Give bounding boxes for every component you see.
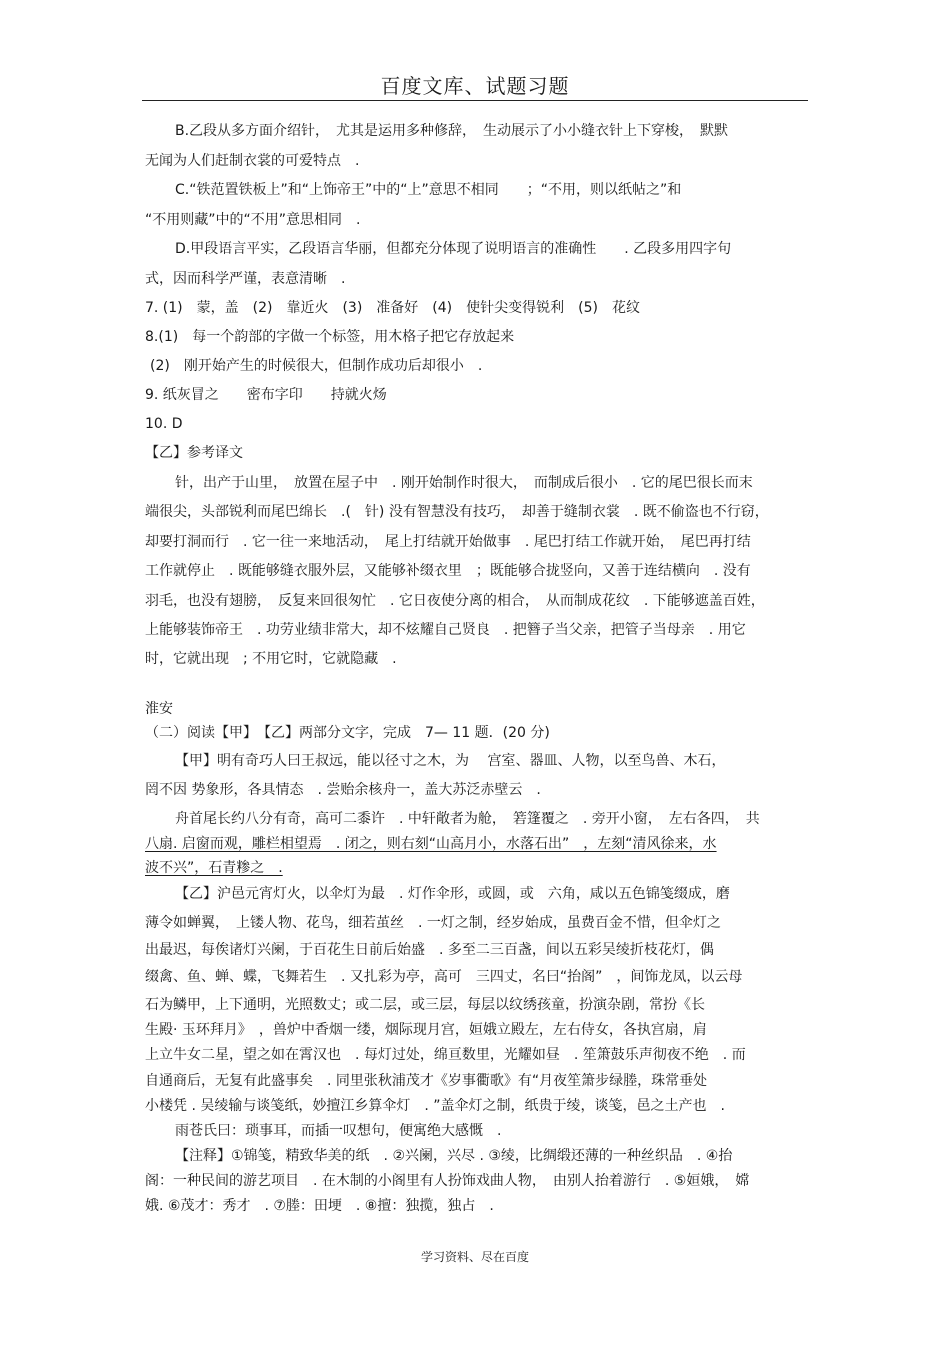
passage-jia-underlined-line: 波不兴”，石青糁之 . <box>145 860 283 876</box>
option-d-line-2: 式，因而科学严谨，表意清晰 . <box>145 271 346 287</box>
option-c-line-1: C.“铁范置铁板上”和“上饰帝王”中的“上”意思不相同 ；“不用，则以纸帖之”和 <box>175 182 682 198</box>
passage-jia-line: 【甲】明有奇巧人曰王叔远，能以径寸之木，为 宫室、器皿、人物，以至鸟兽、木石， <box>175 753 726 769</box>
option-b-line-2: 无闻为人们赶制衣裳的可爱特点 . <box>145 153 360 169</box>
reading-task-heading: （二）阅读【甲】 【乙】两部分文字，完成 7— 11 题．(20 分) <box>145 725 550 741</box>
translation-line: 工作就停止 . 既能够缝衣服外层，又能够补缀衣里 ；既能够合拢竖向，又善于连结横向 . 没有 <box>145 563 751 579</box>
translation-line: 上能够装饰帝王 . 功劳业绩非常大，却不炫耀自己贤良 . 把簪子当父亲，把管子当母亲 . 用它 <box>145 622 746 638</box>
answer-10: 10. D <box>145 416 183 432</box>
annotations-line: 娥. ⑥茂才：秀才 . ⑦塍：田埂 . ⑧擅：独揽，独占 . <box>145 1198 494 1214</box>
annotations-line: 【注释】①锦笺，精致华美的纸 . ②兴阑，兴尽 . ③绫，比绸缎还薄的一种丝织品 . ④抬 <box>175 1148 733 1164</box>
region-label: 淮安 <box>145 701 173 717</box>
translation-heading: 【乙】参考译文 <box>145 445 243 461</box>
annotations-line: 阁：一种民间的游艺项目 . 在木制的小阁里有人扮饰戏曲人物， 由别人抬着游行 . ⑤姮娥， 嫦 <box>145 1173 750 1189</box>
passage-yi-line: 【乙】沪邑元宵灯火，以伞灯为最 . 灯作伞形，或圆，或 六角，咸以五色锦笺缀成，磨 <box>175 886 730 902</box>
answer-9: 9. 纸灰冒之 密布字印 持就火炀 <box>145 387 387 403</box>
answer-8-2: (2) 刚开始产生的时候很大，但制作成功后却很小 . <box>150 358 483 374</box>
passage-yi-line: 生殿· 玉环拜月》 ，兽炉中香烟一缕，烟际现月宫，姮娥立殿左，左右侍女，各执宫扇，肩 <box>145 1022 707 1038</box>
translation-line: 羽毛，也没有翅膀， 反复来回很匆忙 . 它日夜使分离的相合， 从而制成花纹 . 下能够遮盖百姓， <box>145 593 765 609</box>
passage-yi-line: 石为鳞甲，上下通明，光照数丈；或二层，或三层，每层以纹绣孩童，扮演杂剧，常扮《长 <box>145 997 705 1013</box>
option-d-line-1: D.甲段语言平实，乙段语言华丽，但都充分体现了说明语言的准确性 . 乙段多用四字句 <box>175 241 732 257</box>
translation-line: 却要打洞而行 . 它一往一来地活动， 尾上打结就开始做事 . 尾巴打结工作就开始， 尾巴再打结 <box>145 534 751 550</box>
answer-8-1: 8.(1) 每一个韵部的字做一个标签，用木格子把它存放起来 <box>145 329 515 345</box>
page-footer: 学习资料、尽在百度 <box>420 1250 529 1264</box>
header-divider <box>142 100 808 101</box>
passage-yi-line: 出最迟，每俟诸灯兴阑，于百花生日前后始盛 . 多至二三百盏，间以五彩吴绫折枝花灯，偶 <box>145 942 714 958</box>
passage-yi-commentary: 雨苍氏曰：琐事耳，而插一叹想句，便寓绝大感慨 . <box>175 1123 502 1139</box>
translation-line: 针，出产于山里， 放置在屋子中 . 刚开始制作时很大， 而制成后很小 . 它的尾巴很长而末 <box>175 475 753 491</box>
translation-line: 端很尖，头部锐利而尾巴绵长 .( 针) 没有智慧没有技巧， 却善于缝制衣裳 . 既不偷盗也不行窃， <box>145 504 769 520</box>
passage-yi-line: 自通商后，无复有此盛事矣 . 同里张秋浦茂才《岁事衢歌》有“月夜笙箫步绿塍，珠常垂处 <box>145 1073 708 1089</box>
option-b-line-1: B.乙段从多方面介绍针， 尤其是运用多种修辞， 生动展示了小小缝衣针上下穿梭， 默默 <box>175 123 729 139</box>
page-header-title: 百度文库、试题习题 <box>380 74 570 98</box>
passage-yi-line: 薄令如蝉翼， 上镂人物、花鸟，细若茧丝 . 一灯之制，经岁始成，虽费百金不惜，但伞灯之 <box>145 915 721 931</box>
option-c-line-2: “不用则藏”中的“不用”意思相同 . <box>145 212 361 228</box>
passage-yi-line: 缀禽、鱼、蝉、蝶，飞舞若生 . 又扎彩为亭，高可 三四丈，名曰“抬阁” ，间饰龙凤，以云母 <box>145 969 743 985</box>
passage-yi-line: 上立牛女二星，望之如在霄汉也 . 每灯过处，绵亘数里，光耀如昼 . 笙箫鼓乐声彻夜不绝 . 而 <box>145 1047 746 1063</box>
answer-7: 7. (1) 蒙，盖 (2) 靠近火 (3) 准备好 (4) 使针尖变得锐利 (5) 花纹 <box>145 300 640 316</box>
passage-yi-line: 小楼凭 . 吴绫输与谈笺纸，妙擅江乡算伞灯 . ”盖伞灯之制，纸贵于绫，谈笺，邑之土产也 . <box>145 1098 725 1114</box>
passage-jia-line: 舟首尾长约八分有奇，高可二黍许 . 中轩敞者为舱， 箬篷覆之 . 旁开小窗， 左右各四， 共 <box>175 811 760 827</box>
translation-line: 时，它就出现 ; 不用它时，它就隐藏 . <box>145 651 397 667</box>
passage-jia-line: 罔不因 势象形，各具情态 . 尝贻余核舟一，盖大苏泛赤壁云 . <box>145 782 541 798</box>
passage-jia-underlined-line: 八扇. 启窗而观，雕栏相望焉 . 闭之，则右刻“山高月小，水落石出” ，左刻“清风徐来，水 <box>145 836 717 852</box>
